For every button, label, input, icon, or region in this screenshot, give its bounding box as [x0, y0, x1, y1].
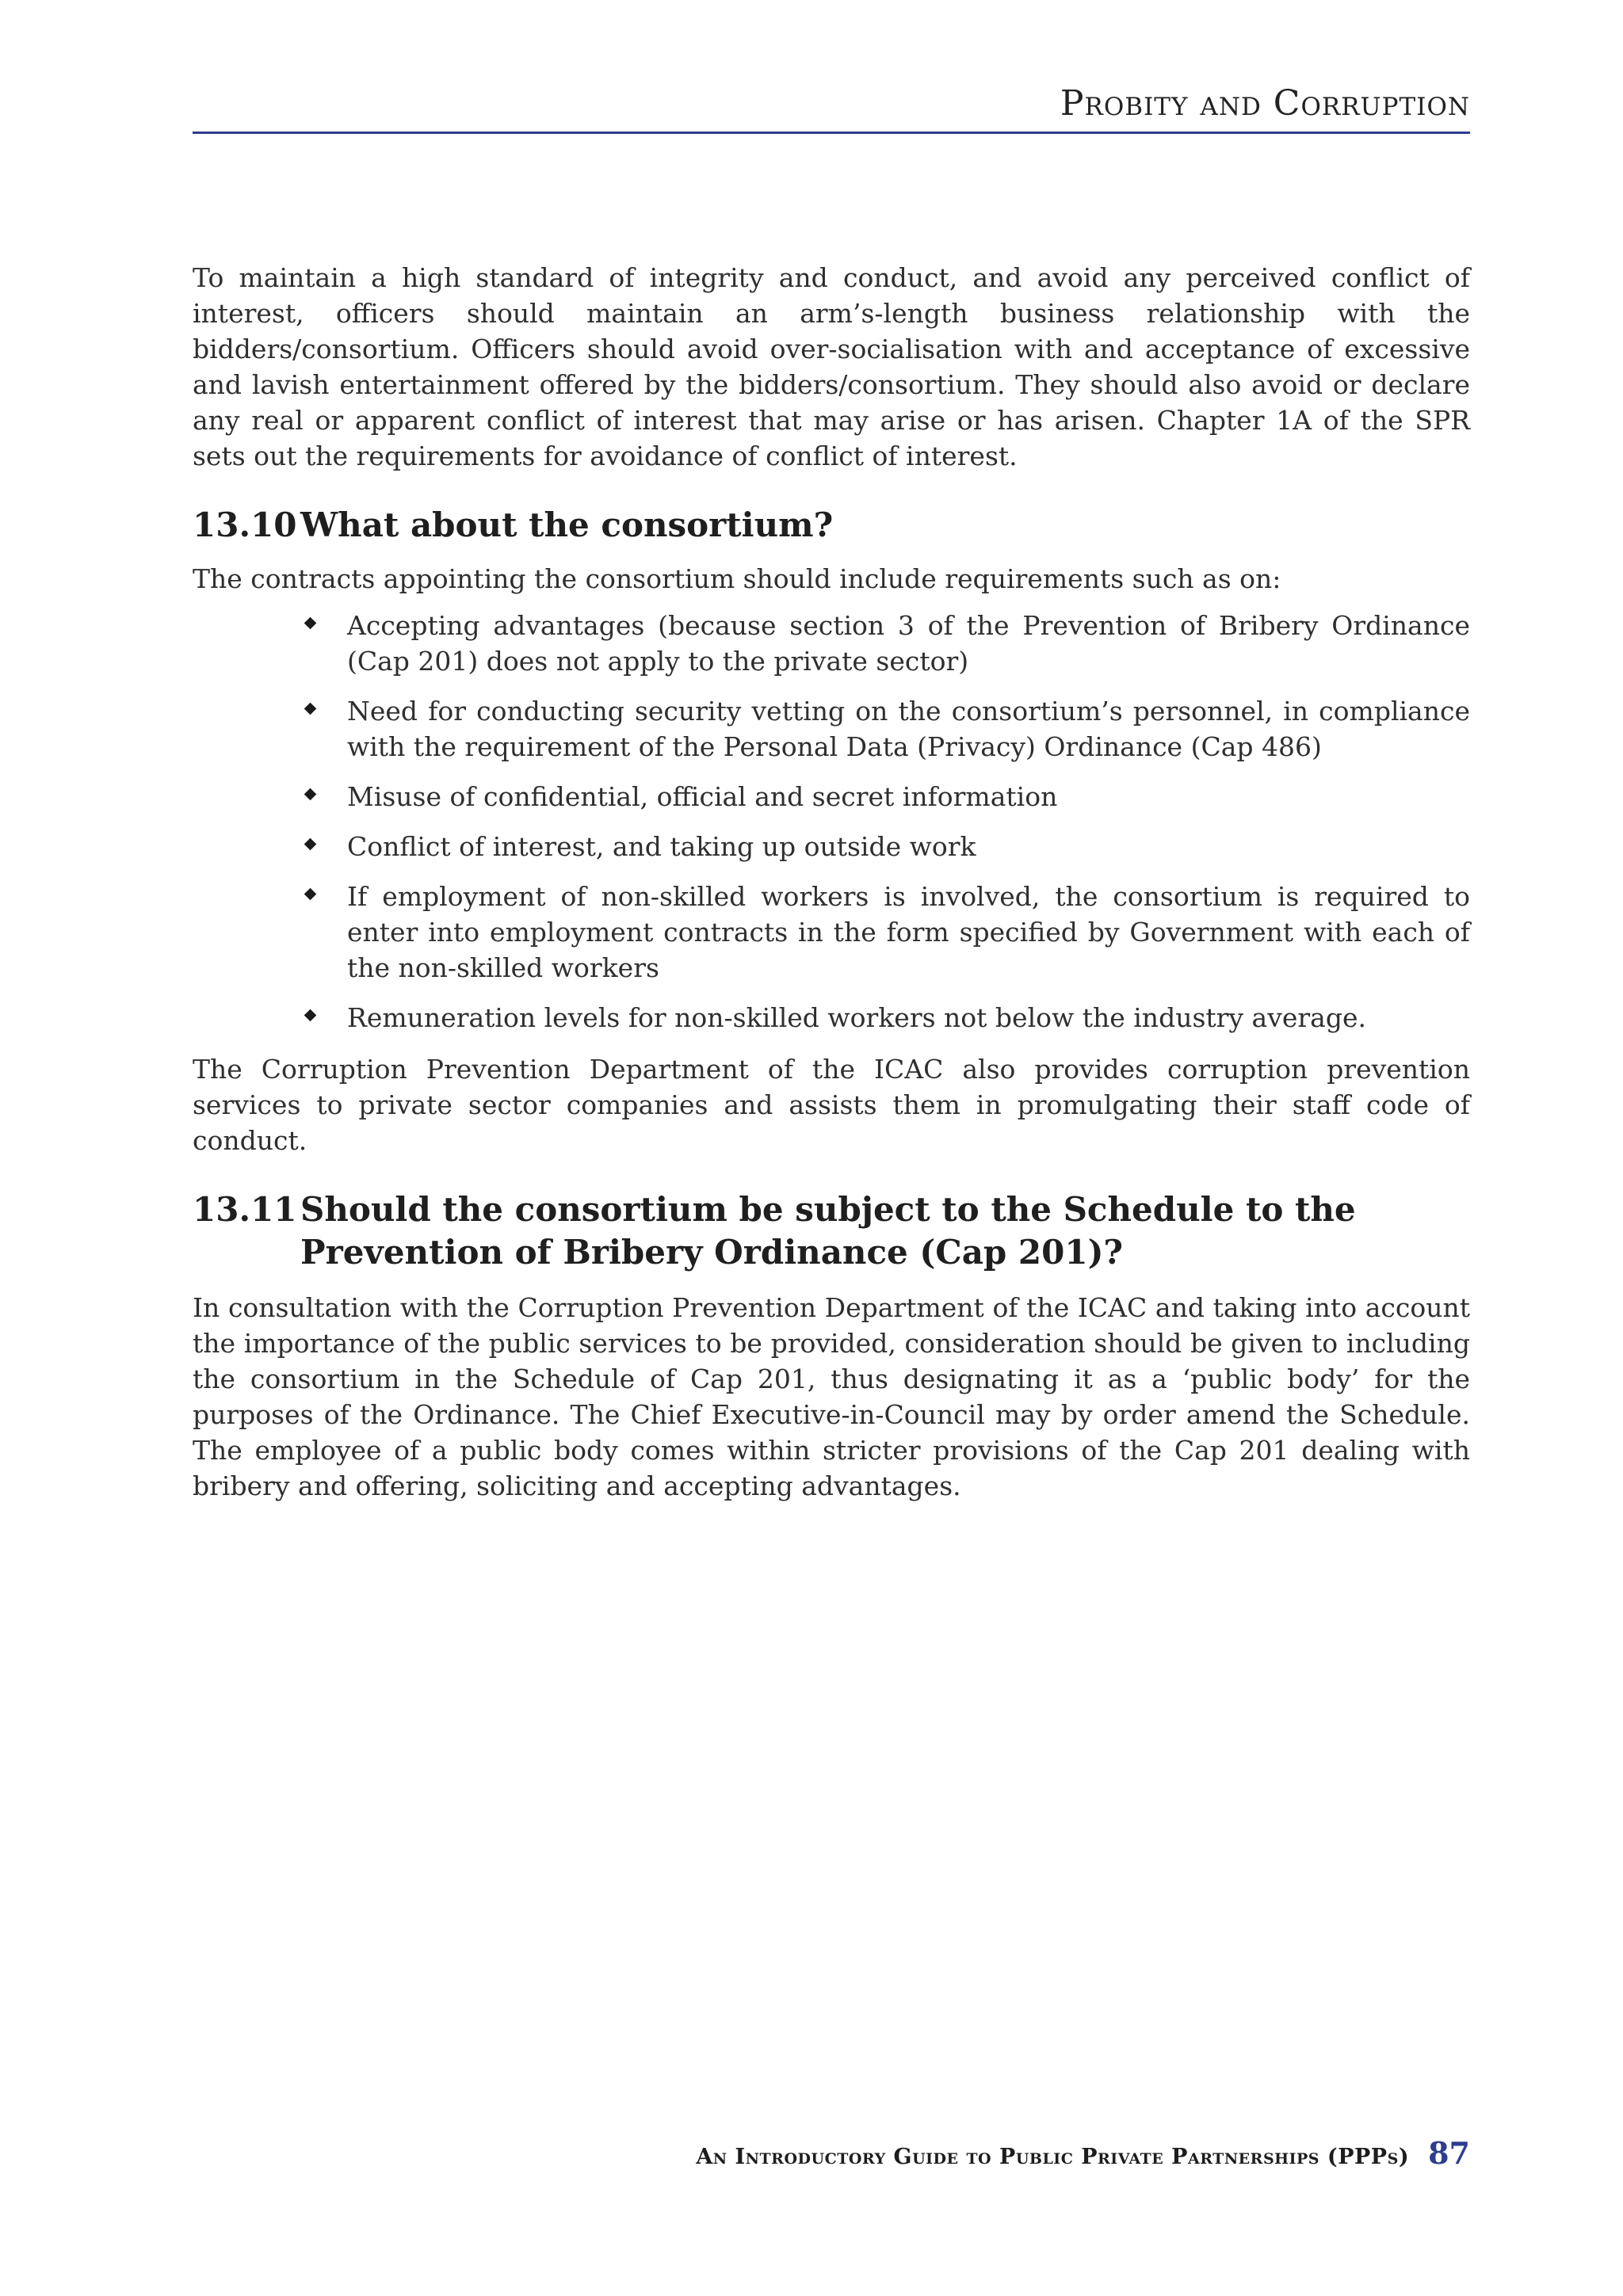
list-item-text: Conflict of interest, and taking up outside work	[347, 831, 976, 862]
section-13-11-heading	[193, 1188, 1470, 1274]
footer-title: An Introductory Guide to Public Private Partnerships (PPPs)	[696, 2145, 1410, 2169]
diamond-bullet-icon	[304, 888, 317, 901]
section-13-10-closing: The Corruption Prevention Department of the ICAC also provides corruption prevention services to private sector companies and assists them in promulgating their staff code of conduct.	[193, 1054, 1470, 1156]
section-title: What about the consortium?	[300, 505, 834, 544]
section-number: 13.11	[193, 1190, 297, 1229]
section-title: Should the consortium be subject to the Schedule to the Prevention of Bribery Ordinance (Cap 201)?	[300, 1190, 1356, 1272]
section-13-10-heading	[193, 504, 1470, 547]
list-item	[347, 779, 1470, 814]
list-item	[347, 829, 1470, 864]
page-footer	[696, 2135, 1470, 2171]
page-content	[193, 260, 1470, 1504]
diamond-bullet-icon	[304, 703, 317, 715]
requirements-list	[193, 608, 1470, 1035]
list-item-text: Misuse of confidential, official and secret information	[347, 781, 1058, 812]
diamond-bullet-icon	[304, 838, 317, 851]
list-item-text: Remuneration levels for non-skilled workers not below the industry average.	[347, 1002, 1366, 1033]
list-item	[347, 608, 1470, 679]
list-item	[347, 879, 1470, 986]
section-13-10-lead: The contracts appointing the consortium should include requirements such as on:	[193, 563, 1281, 594]
page-header	[193, 79, 1470, 134]
section-13-11-body: In consultation with the Corruption Prevention Department of the ICAC and taking into account the importance of the public services to be provided, consideration should be given to including the consortium in the Schedule of Cap 201, thus designating it as a ‘public body’ for the purposes of the Ordinance. The Chief Executive-in-Council may by order amend the Schedule. The employee of a public body comes within stricter provisions of the Cap 201 dealing with bribery and offering, soliciting and accepting advantages.	[193, 1292, 1470, 1501]
list-item	[347, 693, 1470, 765]
section-number: 13.10	[193, 505, 297, 544]
diamond-bullet-icon	[304, 1009, 317, 1022]
page-number: 87	[1428, 2135, 1470, 2171]
list-item-text: Accepting advantages (because section 3 of the Prevention of Bribery Ordinance (Cap 201) does not apply to the private sector)	[347, 610, 1470, 677]
diamond-bullet-icon	[304, 788, 317, 801]
diamond-bullet-icon	[304, 617, 317, 630]
list-item-text: If employment of non-skilled workers is involved, the consortium is required to enter into employment contracts in the form specified by Government with each of the non-skilled workers	[347, 881, 1470, 983]
list-item	[347, 1000, 1470, 1035]
intro-paragraph: To maintain a high standard of integrity and conduct, and avoid any perceived conflict of interest, officers should maintain an arm’s-length business relationship with the bidders/consortium. Officers should avoid over-socialisation with and acceptance of excessive and lavish entertainment offered by the bidders/consortium. They should also avoid or declare any real or apparent conflict of interest that may arise or has arisen. Chapter 1A of the SPR sets out the requirements for avoidance of conflict of interest.	[193, 262, 1470, 471]
running-head: Probity and Corruption	[1060, 83, 1470, 124]
list-item-text: Need for conducting security vetting on the consortium’s personnel, in compliance with the requirement of the Personal Data (Privacy) Ordinance (Cap 486)	[347, 696, 1470, 762]
